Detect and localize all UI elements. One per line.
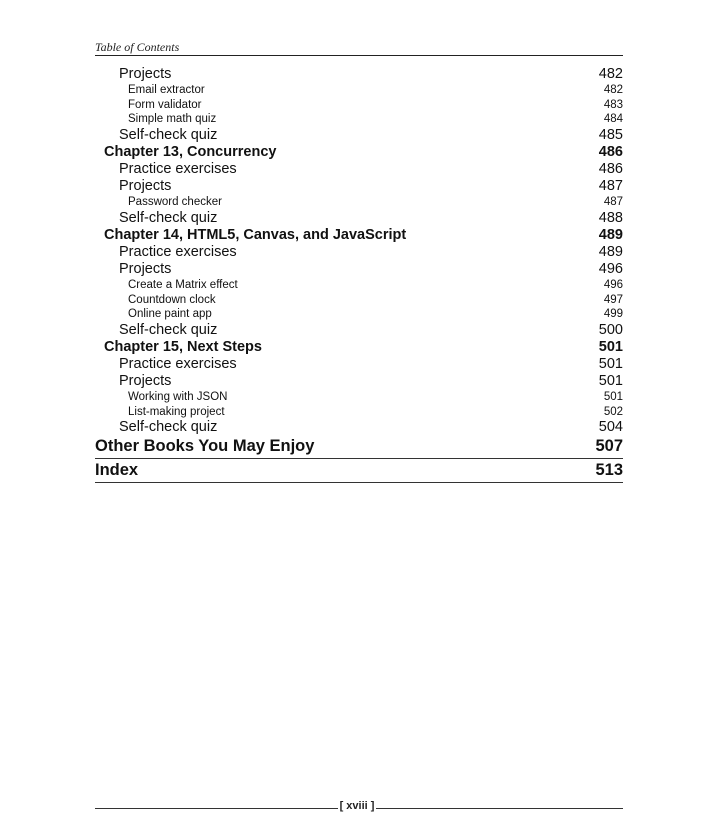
toc-entry-title: Chapter 14, HTML5, Canvas, and JavaScript	[104, 226, 407, 243]
toc-entry[interactable]	[95, 293, 623, 308]
toc-entry-page: 489	[598, 244, 623, 260]
toc-entry-title: Online paint app	[128, 308, 212, 320]
toc-entry[interactable]	[95, 419, 623, 436]
toc-entry-page: 501	[598, 356, 623, 372]
toc-entry-page: 482	[598, 66, 623, 82]
toc-entry[interactable]	[95, 161, 623, 178]
toc-entry[interactable]	[95, 261, 623, 278]
toc-chapter-entry[interactable]	[95, 144, 623, 162]
toc-entry[interactable]	[95, 307, 623, 322]
toc-entry[interactable]	[95, 178, 623, 195]
toc-entry-title: Self-check quiz	[119, 126, 218, 143]
toc-entry[interactable]	[95, 278, 623, 293]
footer-rule-left	[95, 808, 338, 809]
toc-entry-title: Practice exercises	[119, 356, 237, 372]
toc-entry-page: 488	[598, 209, 623, 226]
toc-entry-page: 499	[603, 308, 623, 320]
toc-entry-title: Projects	[119, 178, 172, 194]
toc-entry[interactable]	[95, 127, 623, 144]
toc-entry-title: Projects	[119, 261, 172, 277]
toc-entry-title: Index	[95, 461, 139, 479]
toc-entry-title: Projects	[119, 373, 172, 389]
toc-entry-title: List-making project	[128, 405, 225, 418]
page-footer	[95, 800, 623, 816]
table-of-contents	[95, 66, 623, 484]
toc-chapter-entry[interactable]	[95, 227, 623, 245]
toc-entry-title: Self-check quiz	[119, 209, 218, 226]
toc-entry-page: 483	[603, 98, 623, 111]
toc-entry-page: 501	[603, 391, 623, 403]
toc-entry[interactable]	[95, 405, 623, 420]
toc-entry-page: 486	[598, 143, 623, 160]
toc-entry-title: Create a Matrix effect	[128, 279, 238, 291]
toc-entry[interactable]	[95, 66, 623, 83]
toc-section-entry[interactable]	[95, 460, 623, 483]
toc-entry-title: Chapter 15, Next Steps	[104, 338, 262, 355]
toc-entry[interactable]	[95, 373, 623, 390]
toc-entry-page: 501	[598, 338, 623, 355]
toc-entry-page: 487	[598, 178, 623, 194]
toc-entry[interactable]	[95, 195, 623, 210]
toc-entry-title: Simple math quiz	[128, 113, 217, 125]
toc-entry[interactable]	[95, 390, 623, 405]
toc-entry-title: Password checker	[128, 196, 222, 208]
toc-entry-page: 497	[603, 293, 623, 306]
toc-entry-title: Practice exercises	[119, 244, 237, 260]
toc-entry-title: Email extractor	[128, 84, 205, 96]
toc-entry-page: 501	[598, 373, 623, 389]
toc-entry-page: 489	[598, 226, 623, 243]
footer-rule-right	[376, 808, 623, 809]
toc-entry[interactable]	[95, 210, 623, 227]
toc-entry-title: Self-check quiz	[119, 419, 218, 435]
toc-entry[interactable]	[95, 98, 623, 113]
toc-section-entry[interactable]	[95, 436, 623, 459]
toc-entry-page: 502	[603, 405, 623, 418]
page-number: [ xviii ]	[339, 800, 375, 812]
toc-entry-title: Working with JSON	[128, 391, 228, 403]
toc-entry-page: 486	[598, 161, 623, 177]
toc-entry-title: Chapter 13, Concurrency	[104, 143, 277, 160]
toc-entry-page: 513	[595, 461, 623, 479]
toc-entry-page: 485	[598, 126, 623, 143]
toc-entry-title: Countdown clock	[128, 293, 216, 306]
toc-entry-page: 484	[603, 113, 623, 125]
toc-entry-page: 487	[603, 196, 623, 208]
toc-entry[interactable]	[95, 356, 623, 373]
toc-entry-title: Other Books You May Enjoy	[95, 437, 315, 455]
running-header	[95, 40, 623, 56]
toc-entry-title: Projects	[119, 66, 172, 82]
toc-entry-page: 507	[595, 437, 623, 455]
toc-entry-page: 496	[598, 261, 623, 277]
toc-entry-title: Practice exercises	[119, 161, 237, 177]
toc-entry[interactable]	[95, 112, 623, 127]
toc-entry-title: Self-check quiz	[119, 321, 218, 338]
toc-chapter-entry[interactable]	[95, 339, 623, 357]
toc-entry[interactable]	[95, 83, 623, 98]
toc-entry[interactable]	[95, 244, 623, 261]
header-title: Table of Contents	[95, 40, 180, 54]
toc-entry-page: 496	[603, 279, 623, 291]
toc-entry-page: 482	[603, 84, 623, 96]
toc-entry-title: Form validator	[128, 98, 202, 111]
toc-entry-page: 500	[598, 321, 623, 338]
toc-entry[interactable]	[95, 322, 623, 339]
toc-entry-page: 504	[598, 419, 623, 435]
